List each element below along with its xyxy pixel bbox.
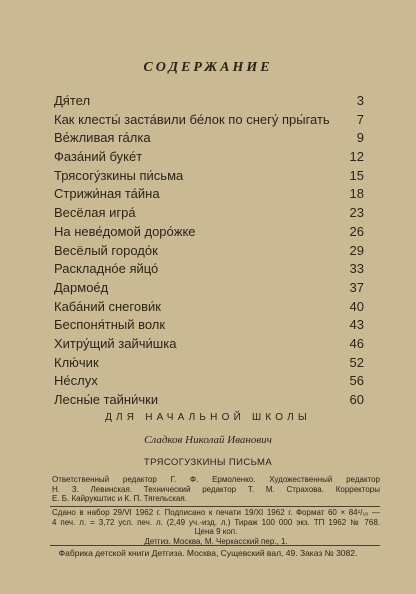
toc-heading: СОДЕРЖАНИЕ bbox=[143, 60, 273, 75]
toc-entry-title: Весёлая игра́ bbox=[54, 205, 136, 221]
print-line: Сдано в набор 29/VI 1962 г. Подписано к печати 19/XI 1962 г. Формат 60 × 84¹/₁₆ — bbox=[52, 508, 380, 517]
toc-entry-title: Фаза́ний буке́т bbox=[54, 149, 143, 165]
toc-entry bbox=[54, 335, 364, 354]
credits-line: Ответственный редактор Г. Ф. Ермоленко. Художественный редактор bbox=[52, 475, 380, 484]
toc-entry-title: Не́слух bbox=[54, 373, 98, 389]
toc-entry-title: Дармое́д bbox=[54, 279, 109, 295]
toc-entry-title: Весёлый городо́к bbox=[54, 242, 158, 258]
toc-entry-page: 33 bbox=[349, 261, 364, 277]
toc-entry-title: Как клесты́ заста́вили бе́лок по снегу́ пры́гать bbox=[54, 111, 330, 127]
series-label: ДЛЯ НАЧАЛЬНОЙ ШКОЛЫ bbox=[105, 412, 311, 423]
printing-details bbox=[52, 508, 380, 546]
divider-bottom bbox=[50, 545, 380, 546]
toc-entry bbox=[54, 298, 364, 317]
toc-entry bbox=[54, 148, 364, 167]
toc-entry-title: На неве́домой доро́жке bbox=[54, 223, 196, 239]
toc-entry-page: 52 bbox=[349, 354, 364, 370]
toc-entry bbox=[54, 204, 364, 223]
author-name: Сладков Николай Иванович bbox=[144, 434, 272, 446]
book-title: ТРЯСОГУЗКИНЫ ПИСЬМА bbox=[143, 457, 273, 468]
toc-entry bbox=[54, 316, 364, 335]
toc-entry-title: Трясогу́зкины пи́сьма bbox=[54, 167, 184, 183]
print-price: Цена 9 коп. bbox=[194, 527, 238, 536]
toc-entry-title: Дя́тел bbox=[54, 93, 91, 108]
toc-entry bbox=[54, 185, 364, 204]
toc-entry bbox=[54, 372, 364, 391]
toc-entry-page: 43 bbox=[349, 317, 364, 333]
toc-entry-page: 7 bbox=[356, 111, 364, 127]
toc-entry-title: Беспоня́тный волк bbox=[54, 317, 166, 333]
toc-entry bbox=[54, 242, 364, 261]
toc-entry bbox=[54, 391, 364, 410]
toc-entry-page: 40 bbox=[349, 298, 364, 314]
toc-entry-page: 3 bbox=[356, 93, 364, 108]
toc-entry bbox=[54, 167, 364, 186]
toc-entry bbox=[54, 129, 364, 148]
toc-entry-page: 29 bbox=[349, 242, 364, 258]
toc-entry-title: Каба́ний снегови́к bbox=[54, 298, 161, 314]
toc-entry bbox=[54, 223, 364, 242]
toc-entry-page: 46 bbox=[349, 335, 364, 351]
toc-entry bbox=[54, 92, 364, 111]
toc-entry-page: 56 bbox=[349, 373, 364, 389]
credits-line: Н. З. Левинская. Технический редактор Т. М. Страхова. Корректоры bbox=[52, 484, 380, 494]
toc-entry-page: 9 bbox=[356, 130, 364, 146]
toc-entry-title: Ве́жливая га́лка bbox=[54, 130, 151, 146]
table-of-contents bbox=[54, 92, 364, 410]
toc-entry-title: Хитру́щий зайчи́шка bbox=[54, 335, 177, 351]
toc-entry-page: 18 bbox=[349, 186, 364, 202]
toc-entry-title: Стрижи́ная та́йна bbox=[54, 186, 160, 202]
printer-line: Фабрика детской книги Детгиза. Москва, Сущевский вал, 49. Заказ № 3082. bbox=[58, 548, 358, 558]
toc-entry bbox=[54, 260, 364, 279]
publisher-address: Детгиз. Москва, М. Черкасский пер., 1. bbox=[144, 536, 288, 546]
toc-entry-page: 23 bbox=[349, 205, 364, 221]
toc-entry-title: Раскладно́е яйцо́ bbox=[54, 261, 159, 277]
toc-entry-page: 15 bbox=[349, 167, 364, 183]
divider-top bbox=[50, 506, 380, 507]
toc-entry-title: Клю́чик bbox=[54, 354, 99, 370]
toc-entry bbox=[54, 111, 364, 130]
credits-line: Е. Б. Кайрукштис и К. П. Тягельская. bbox=[52, 494, 187, 503]
toc-entry-page: 12 bbox=[349, 149, 364, 165]
toc-entry-page: 37 bbox=[349, 279, 364, 295]
toc-entry-page: 60 bbox=[349, 392, 364, 407]
toc-entry bbox=[54, 279, 364, 298]
print-line: 4 печ. л. = 3,72 усл. печ. л. (2,49 уч.-изд. л.) Тираж 100 000 экз. ТП 1962 № 768. bbox=[52, 517, 380, 527]
editorial-credits bbox=[52, 475, 380, 504]
toc-entry-page: 26 bbox=[349, 223, 364, 239]
toc-entry bbox=[54, 354, 364, 373]
toc-entry-title: Лесны́е тайни́чки bbox=[54, 392, 159, 407]
